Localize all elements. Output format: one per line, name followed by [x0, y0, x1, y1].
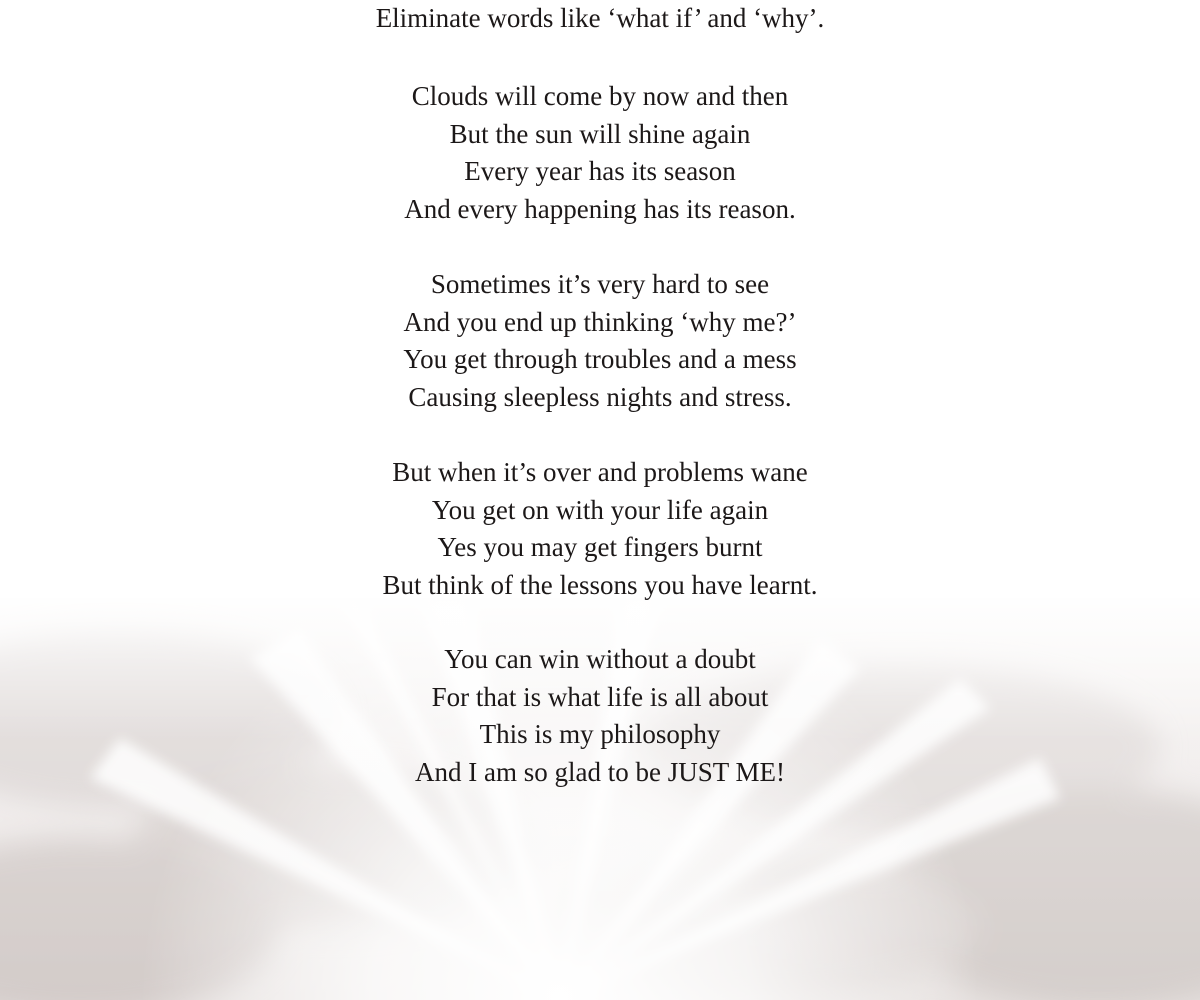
- poem-line: Eliminate words like ‘what if’ and ‘why’.: [375, 3, 825, 33]
- poem-line: Clouds will come by now and then: [411, 81, 789, 111]
- poem-stanza-1: [0, 78, 1200, 228]
- poem-line: Yes you may get fingers burnt: [437, 532, 763, 563]
- poem-line: Causing sleepless nights and stress.: [408, 381, 792, 412]
- poem-line: Sometimes it’s very hard to see: [430, 269, 770, 299]
- poem-line: But the sun will shine again: [449, 118, 751, 149]
- poem-line: You get on with your life again: [431, 494, 769, 525]
- poem-line: And you end up thinking ‘why me?’: [403, 306, 797, 337]
- poem-line: You can win without a doubt: [444, 644, 756, 674]
- poem-line: Every year has its season: [464, 156, 736, 187]
- poem-line: You get through troubles and a mess: [403, 344, 797, 375]
- poem-stanza-4: [0, 641, 1200, 791]
- poem-line: But think of the lessons you have learnt.: [382, 569, 818, 600]
- poem-line: And I am so glad to be JUST ME!: [415, 756, 785, 787]
- poem-cut-off-line: [0, 0, 1200, 38]
- poem-line: And every happening has its reason.: [404, 193, 796, 224]
- poem-line: This is my philosophy: [479, 719, 721, 750]
- poem-line: But when it’s over and problems wane: [392, 457, 808, 487]
- poem-stanza-2: [0, 266, 1200, 416]
- poem-stanza-3: [0, 454, 1200, 604]
- poem-line: For that is what life is all about: [431, 681, 769, 712]
